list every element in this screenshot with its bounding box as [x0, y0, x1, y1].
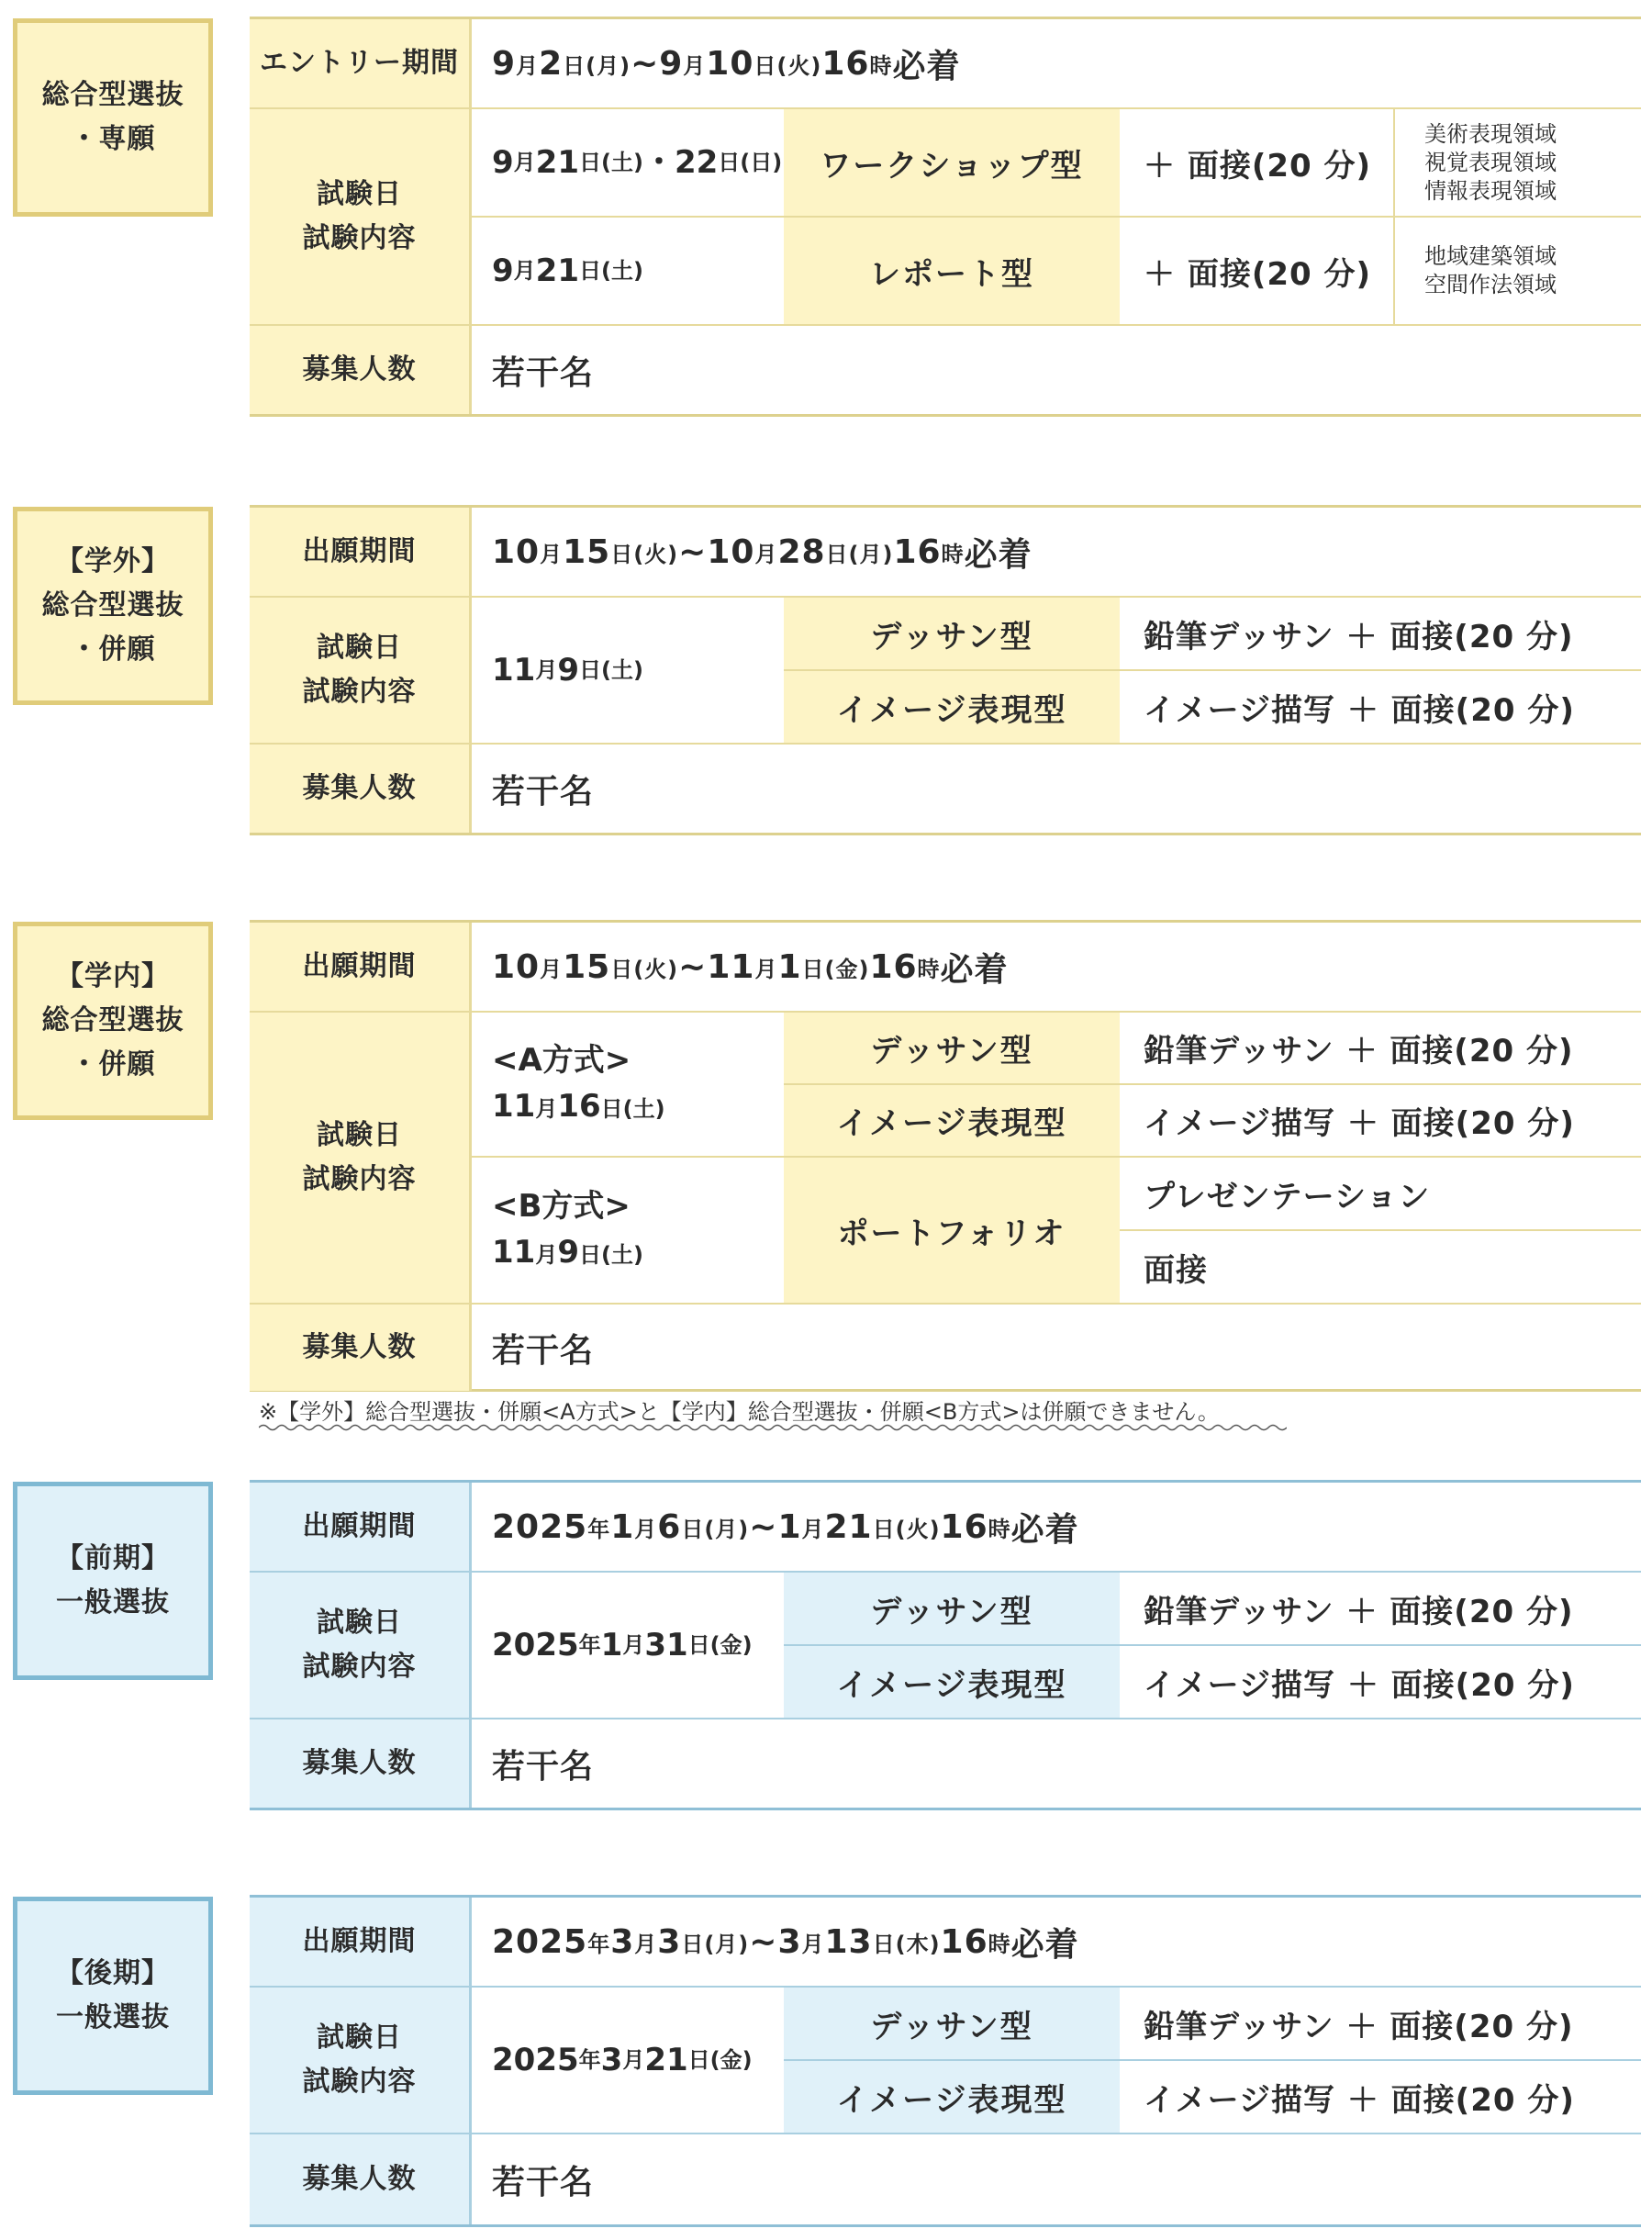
- exam-content: 鉛筆デッサン ＋ 面接(20 分): [1144, 618, 1574, 655]
- application-period: 2025 年 3 月 3 日(月) ~ 3 月 13 日(木) 16 時 必着: [492, 1922, 1079, 1964]
- schedule-table: [250, 17, 1641, 417]
- exam-option-workshop: [472, 109, 1641, 218]
- exam-content: ＋ 面接(20 分): [1144, 147, 1372, 185]
- exam-type: イメージ表現型: [784, 2061, 1120, 2133]
- exam-date: 2025 年 1 月 31 日(金): [492, 1627, 753, 1663]
- wavy-underline: [259, 1423, 1287, 1432]
- exam-head: 試験日 試験内容: [250, 109, 472, 324]
- exam-options: [784, 1988, 1641, 2133]
- period-head: 出願期間: [250, 508, 472, 596]
- count-head: 募集人数: [250, 1719, 472, 1808]
- exam-option-dessin: [784, 1013, 1641, 1085]
- exam-option-report: [472, 218, 1641, 324]
- exam-head: 試験日 試験内容: [250, 1573, 472, 1718]
- count-row: [250, 326, 1641, 414]
- section-label: 【学外】 総合型選抜 ・併願: [13, 507, 213, 705]
- exam-row: [250, 1573, 1641, 1719]
- entry-row: [250, 19, 1641, 109]
- label-line: ・専願: [70, 123, 156, 155]
- section-label: 【前期】 一般選抜: [13, 1482, 213, 1680]
- exam-row: [250, 598, 1641, 745]
- exam-content: 鉛筆デッサン ＋ 面接(20 分): [1144, 2008, 1574, 2045]
- exam-option-image: [784, 671, 1641, 743]
- exam-type: イメージ表現型: [784, 1646, 1120, 1718]
- exam-row: [250, 1988, 1641, 2134]
- exam-date: 9 月 21 日(土) ・ 22 日(日): [492, 144, 783, 181]
- count-row: [250, 745, 1641, 833]
- exam-methods: [472, 1013, 1641, 1303]
- exam-head: 試験日 試験内容: [250, 1013, 472, 1303]
- count-value: 若干名: [492, 1747, 595, 1786]
- exam-type: ポートフォリオ: [784, 1158, 1120, 1303]
- domain-list: 地域建築領域 空間作法領域: [1393, 218, 1641, 324]
- count-head: 募集人数: [250, 326, 472, 414]
- entry-period: 9 月 2 日(月) ~ 9 月 10 日(火) 16 時 必着: [492, 44, 961, 85]
- count-head: 募集人数: [250, 1305, 472, 1391]
- content-interview: 面接: [1144, 1251, 1208, 1289]
- count-head: 募集人数: [250, 745, 472, 833]
- period-head: 出願期間: [250, 1483, 472, 1571]
- exam-content: 鉛筆デッサン ＋ 面接(20 分): [1144, 1593, 1574, 1630]
- exam-head: 試験日 試験内容: [250, 1988, 472, 2133]
- exam-option-image: [784, 2061, 1641, 2133]
- exam-row: [250, 109, 1641, 326]
- exam-content: ＋ 面接(20 分): [1144, 255, 1372, 293]
- period-row: [250, 923, 1641, 1013]
- content-presentation: プレゼンテーション: [1120, 1158, 1641, 1231]
- exam-head: 試験日 試験内容: [250, 598, 472, 743]
- count-value: 若干名: [492, 1331, 595, 1370]
- schedule-table: [250, 1895, 1641, 2227]
- exam-option-dessin: [784, 1573, 1641, 1646]
- exam-row: [250, 1013, 1641, 1305]
- count-row: [250, 1719, 1641, 1808]
- schedule-table: [250, 920, 1641, 1392]
- exam-date: 2025 年 3 月 21 日(金): [492, 2042, 753, 2078]
- exam-options: [472, 109, 1641, 324]
- exam-type: デッサン型: [784, 598, 1120, 669]
- footnote: ※【学外】総合型選抜・併願<A方式>と【学内】総合型選抜・併願<B方式>は併願できません。: [259, 1399, 1220, 1425]
- schedule-table: [250, 505, 1641, 835]
- count-head: 募集人数: [250, 2134, 472, 2224]
- exam-options: [784, 1573, 1641, 1718]
- exam-content: イメージ描写 ＋ 面接(20 分): [1144, 2081, 1575, 2119]
- application-period: 2025 年 1 月 6 日(月) ~ 1 月 21 日(火) 16 時 必着: [492, 1507, 1079, 1549]
- exam-option-image: [784, 1646, 1641, 1718]
- exam-option-dessin: [784, 598, 1641, 671]
- period-row: [250, 1898, 1641, 1988]
- exam-date: 11 月 9 日(土): [492, 652, 643, 689]
- method-a-date: <A方式> 11月16日(土): [492, 1041, 665, 1125]
- section-label: [13, 18, 213, 217]
- application-period: 10 月 15 日(火) ~ 10 月 28 日(月) 16 時 必着: [492, 532, 1032, 574]
- exam-type: レポート型: [784, 218, 1120, 324]
- exam-date: 9 月 21 日(土): [492, 252, 643, 289]
- period-head: 出願期間: [250, 923, 472, 1011]
- exam-type: デッサン型: [784, 1988, 1120, 2059]
- count-value: 若干名: [492, 2163, 595, 2201]
- exam-type: イメージ表現型: [784, 1085, 1120, 1156]
- exam-content: イメージ描写 ＋ 面接(20 分): [1144, 1666, 1575, 1704]
- count-value: 若干名: [492, 353, 595, 392]
- method-b-date: <B方式> 11月9日(土): [492, 1187, 643, 1271]
- exam-type: デッサン型: [784, 1573, 1120, 1644]
- exam-option-image: [784, 1085, 1641, 1156]
- period-head: 出願期間: [250, 1898, 472, 1986]
- exam-options: [784, 598, 1641, 743]
- exam-type: デッサン型: [784, 1013, 1120, 1083]
- schedule-table: [250, 1480, 1641, 1810]
- application-period: 10 月 15 日(火) ~ 11 月 1 日(金) 16 時 必着: [492, 947, 1009, 989]
- exam-type: ワークショップ型: [784, 109, 1120, 216]
- label-line: 総合型選抜: [41, 79, 184, 111]
- period-row: [250, 508, 1641, 598]
- method-a-options: [784, 1013, 1641, 1156]
- count-value: 若干名: [492, 772, 595, 811]
- entry-head: エントリー期間: [250, 19, 472, 107]
- domain-list: 美術表現領域 視覚表現領域 情報表現領域: [1393, 109, 1641, 216]
- exam-content: 鉛筆デッサン ＋ 面接(20 分): [1144, 1033, 1574, 1070]
- exam-content: イメージ描写 ＋ 面接(20 分): [1144, 691, 1575, 729]
- section-label: 【学内】 総合型選抜 ・併願: [13, 922, 213, 1120]
- exam-type: イメージ表現型: [784, 671, 1120, 743]
- method-b: [472, 1158, 1641, 1303]
- method-a: [472, 1013, 1641, 1158]
- exam-option-dessin: [784, 1988, 1641, 2061]
- period-row: [250, 1483, 1641, 1573]
- section-label: 【後期】 一般選抜: [13, 1897, 213, 2095]
- exam-content: イメージ描写 ＋ 面接(20 分): [1144, 1105, 1575, 1142]
- count-row: [250, 1305, 1641, 1391]
- portfolio-contents: [1120, 1158, 1641, 1303]
- count-row: [250, 2134, 1641, 2224]
